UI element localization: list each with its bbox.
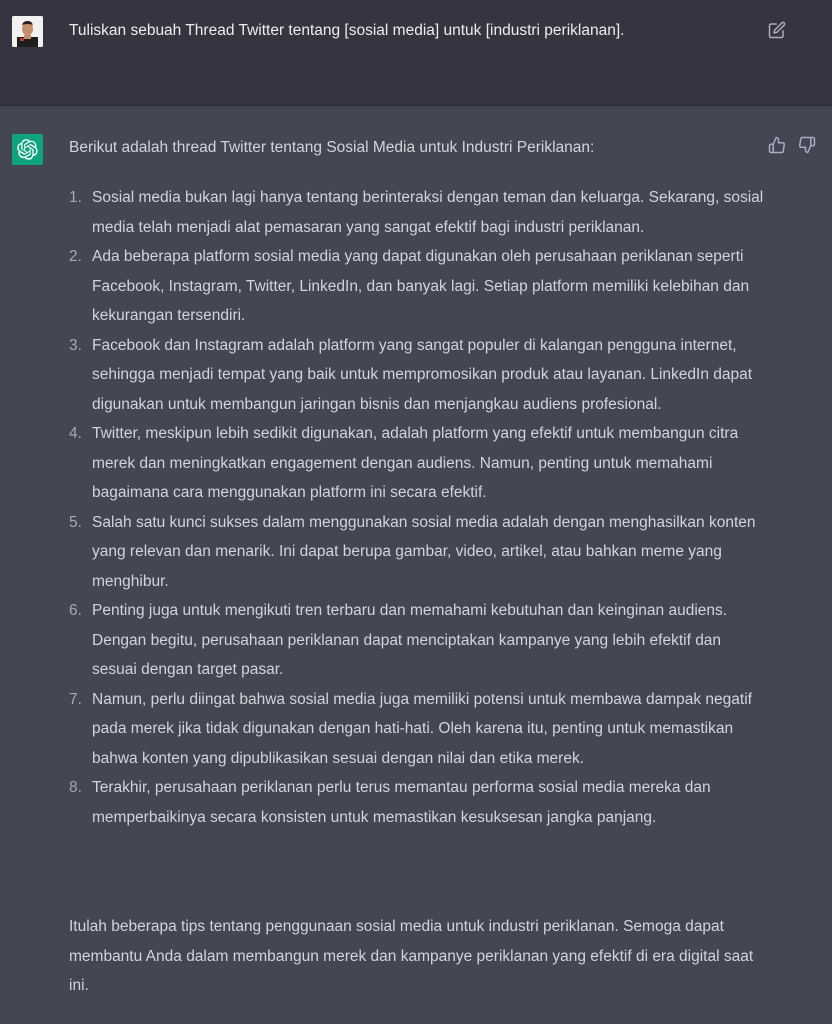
- list-item-text: Namun, perlu diingat bahwa sosial media juga memiliki potensi untuk membawa dampak negatif pada merek jika tidak digunakan dengan hati-hati. Oleh karena itu, penting untuk memastikan bahwa konten yang dipublikasikan sesuai dengan nilai dan etika merek.: [92, 690, 752, 767]
- list-number: 5.: [69, 513, 82, 531]
- list-item-text: Sosial media bukan lagi hanya tentang berinteraksi dengan teman dan keluarga. Sekarang, sosial media telah menjadi alat pemasaran yang sangat efektif bagi industri periklanan.: [92, 189, 764, 236]
- list-item-text: Salah satu kunci sukses dalam menggunakan sosial media adalah dengan menghasilkan konten yang relevan dan menarik. Ini dapat berupa gambar, video, artikel, atau bahkan meme yang menghibur.: [92, 513, 756, 590]
- list-item: [69, 685, 769, 774]
- list-number: 1.: [69, 189, 82, 206]
- list-item: [69, 242, 769, 331]
- list-item-text: Penting juga untuk mengikuti tren terbaru dan memahami kebutuhan dan keinginan audiens. Dengan begitu, perusahaan periklanan dapat menciptakan kampanye yang lebih efektif dan sesuai dengan target pasar.: [92, 602, 728, 678]
- user-avatar: [12, 16, 43, 47]
- list-item-text: Ada beberapa platform sosial media yang dapat digunakan oleh perusahaan periklanan seperti Facebook, Instagram, Twitter, LinkedIn, dan banyak lagi. Setiap platform memiliki kelebihan dan kekurangan tersendiri.: [92, 248, 750, 324]
- list-item: [69, 331, 769, 420]
- list-item: [69, 773, 769, 832]
- list-number: 6.: [69, 602, 82, 619]
- list-item: [69, 596, 769, 685]
- user-message-row: [0, 0, 832, 106]
- openai-logo-icon: [12, 134, 43, 165]
- list-item-text: Twitter, meskipun lebih sedikit digunakan, adalah platform yang efektif untuk membangun citra merek dan meningkatkan engagement dengan audiens. Namun, penting untuk memahami bagaimana cara menggunakan platform ini secara efektif.: [92, 425, 739, 501]
- list-number: 2.: [69, 248, 82, 265]
- list-number: 7.: [69, 690, 82, 708]
- thumbs-down-icon[interactable]: [798, 136, 816, 154]
- list-number: 3.: [69, 336, 82, 354]
- thumbs-up-icon[interactable]: [768, 136, 786, 154]
- edit-icon[interactable]: [768, 21, 786, 39]
- assistant-intro: Berikut adalah thread Twitter tentang Sosial Media untuk Industri Periklanan:: [69, 139, 595, 156]
- list-item-text: Facebook dan Instagram adalah platform yang sangat populer di kalangan pengguna internet, sehingga menjadi tempat yang baik untuk mempromosikan produk atau layanan. LinkedIn dapat digunakan untuk membangun jaringan bisnis dan menjangkau audiens profesional.: [92, 336, 753, 413]
- assistant-message-row: [0, 106, 832, 1024]
- user-message-text: Tuliskan sebuah Thread Twitter tentang [sosial media] untuk [industri periklanan].: [69, 22, 625, 39]
- list-item: [69, 419, 769, 508]
- list-number: 8.: [69, 779, 82, 796]
- list-item: [69, 183, 769, 242]
- assistant-closing: Itulah beberapa tips tentang penggunaan sosial media untuk industri periklanan. Semoga dapat membantu Anda dalam membangun merek dan kampanye periklanan yang efektif di era digital saat ini.: [69, 918, 754, 994]
- list-number: 4.: [69, 425, 82, 442]
- list-item-text: Terakhir, perusahaan periklanan perlu terus memantau performa sosial media mereka dan memperbaikinya secara konsisten untuk memastikan kesuksesan jangka panjang.: [92, 779, 711, 826]
- thread-list: [69, 183, 769, 832]
- list-item: [69, 508, 769, 597]
